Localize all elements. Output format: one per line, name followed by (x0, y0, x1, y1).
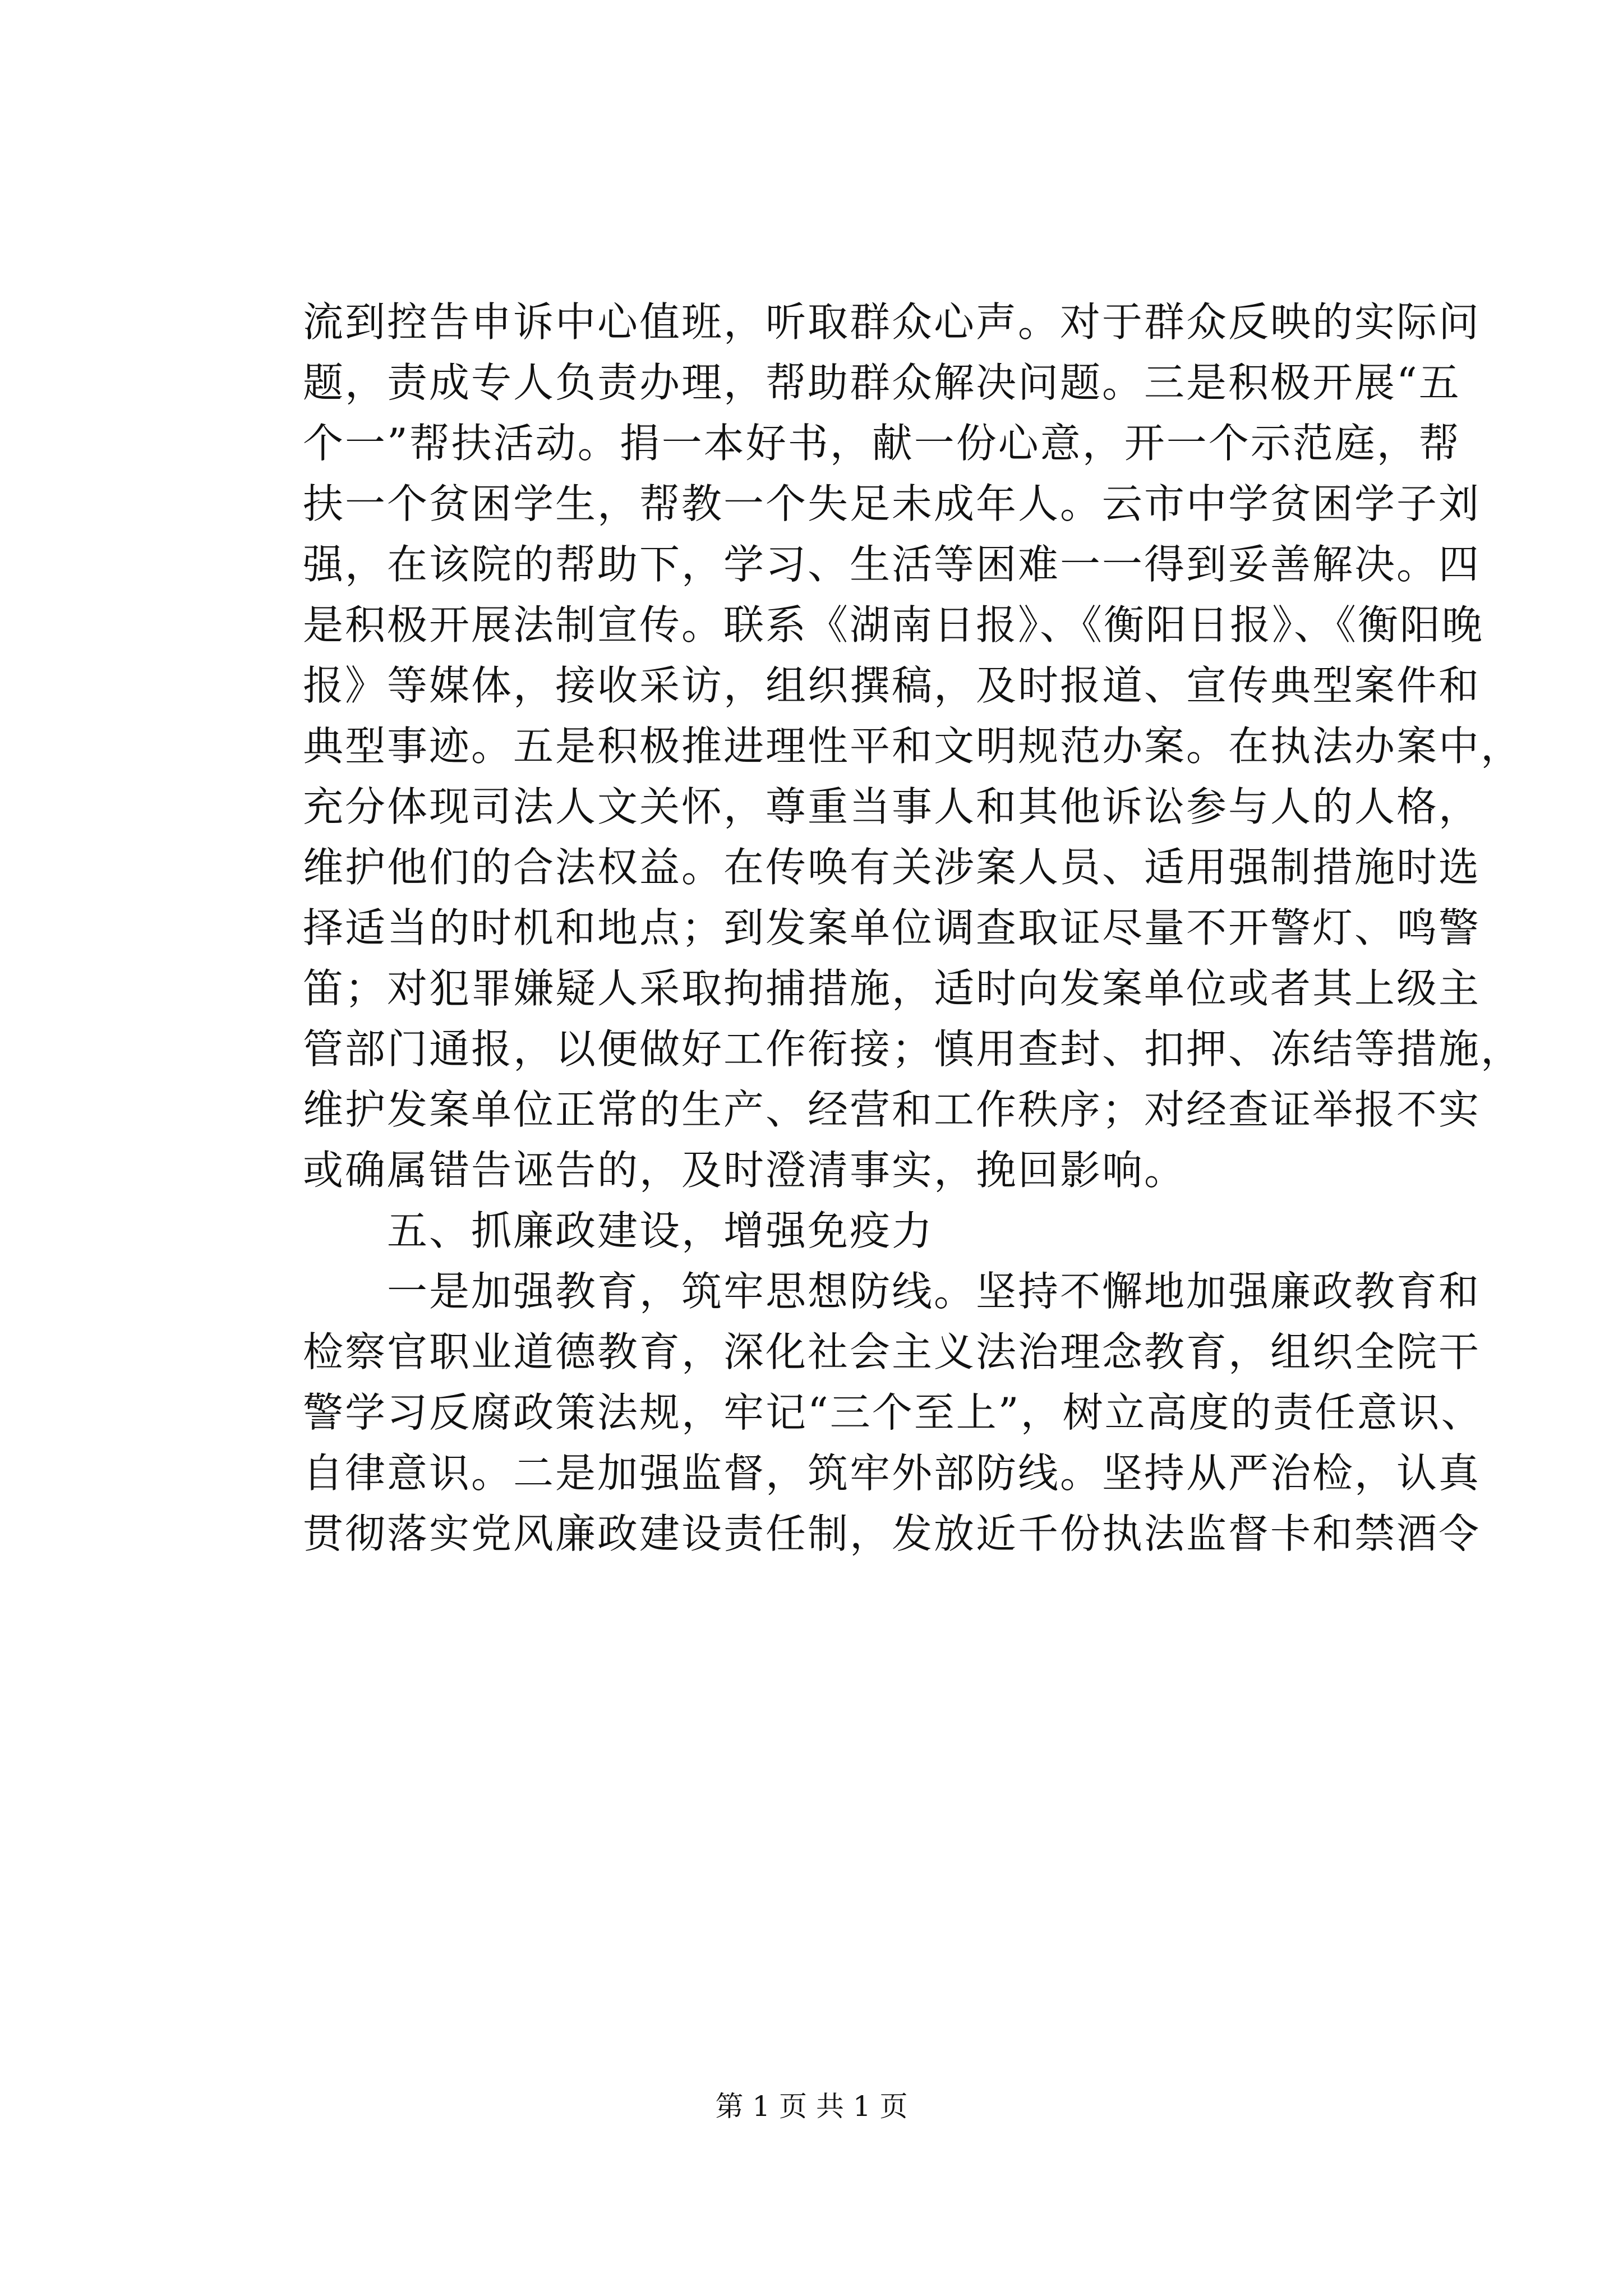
text-line: 报》等媒体，接收采访，组织撰稿，及时报道、宣传典型案件和 (303, 662, 1481, 709)
paragraph-first-line: 一是加强教育，筑牢思想防线。坚持不懈地加强廉政教育和 (387, 1268, 1481, 1315)
text-line: 典型事迹。五是积极推进理性平和文明规范办案。在执法办案中， (303, 723, 1523, 770)
page-number: 第 1 页 共 1 页 (715, 2090, 908, 2123)
text-line: 充分体现司法人文关怀，尊重当事人和其他诉讼参与人的人格， (303, 783, 1481, 830)
text-line: 自律意识。二是加强监督，筑牢外部防线。坚持从严治检，认真 (303, 1450, 1481, 1497)
text-line: 扶一个贫困学生，帮教一个失足未成年人。云市中学贫困学子刘 (303, 480, 1481, 527)
text-line: 维护他们的合法权益。在传唤有关涉案人员、适用强制措施时选 (303, 844, 1481, 891)
text-line: 贯彻落实党风廉政建设责任制，发放近千份执法监督卡和禁酒令 (303, 1510, 1481, 1557)
text-line: 管部门通报，以便做好工作衔接；慎用查封、扣押、冻结等措施， (303, 1025, 1523, 1073)
text-line: 维护发案单位正常的生产、经营和工作秩序；对经查证举报不实 (303, 1086, 1481, 1133)
section-heading: 五、抓廉政建设，增强免疫力 (387, 1207, 934, 1254)
text-line: 或确属错告诬告的，及时澄清事实，挽回影响。 (303, 1147, 1187, 1194)
text-line: 检察官职业道德教育，深化社会主义法治理念教育，组织全院干 (303, 1328, 1481, 1375)
text-line: 流到控告申诉中心值班，听取群众心声。对于群众反映的实际问 (303, 298, 1481, 346)
text-line: 强，在该院的帮助下，学习、生活等困难一一得到妥善解决。四 (303, 541, 1481, 588)
document-body (303, 292, 1523, 1564)
text-line: 择适当的时机和地点；到发案单位调查取证尽量不开警灯、鸣警 (303, 904, 1481, 951)
text-line: 是积极开展法制宣传。联系《湖南日报》、《衡阳日报》、《衡阳晚 (303, 601, 1484, 648)
text-line: 题，责成专人负责办理，帮助群众解决问题。三是积极开展“五 (303, 359, 1461, 406)
page-footer (0, 2087, 1623, 2126)
text-line: 警学习反腐政策法规，牢记“三个至上”，树立高度的责任意识、 (303, 1389, 1483, 1436)
text-line: 个一”帮扶活动。捐一本好书，献一份心意，开一个示范庭，帮 (303, 420, 1461, 467)
text-line: 笛；对犯罪嫌疑人采取拘捕措施，适时向发案单位或者其上级主 (303, 965, 1481, 1012)
